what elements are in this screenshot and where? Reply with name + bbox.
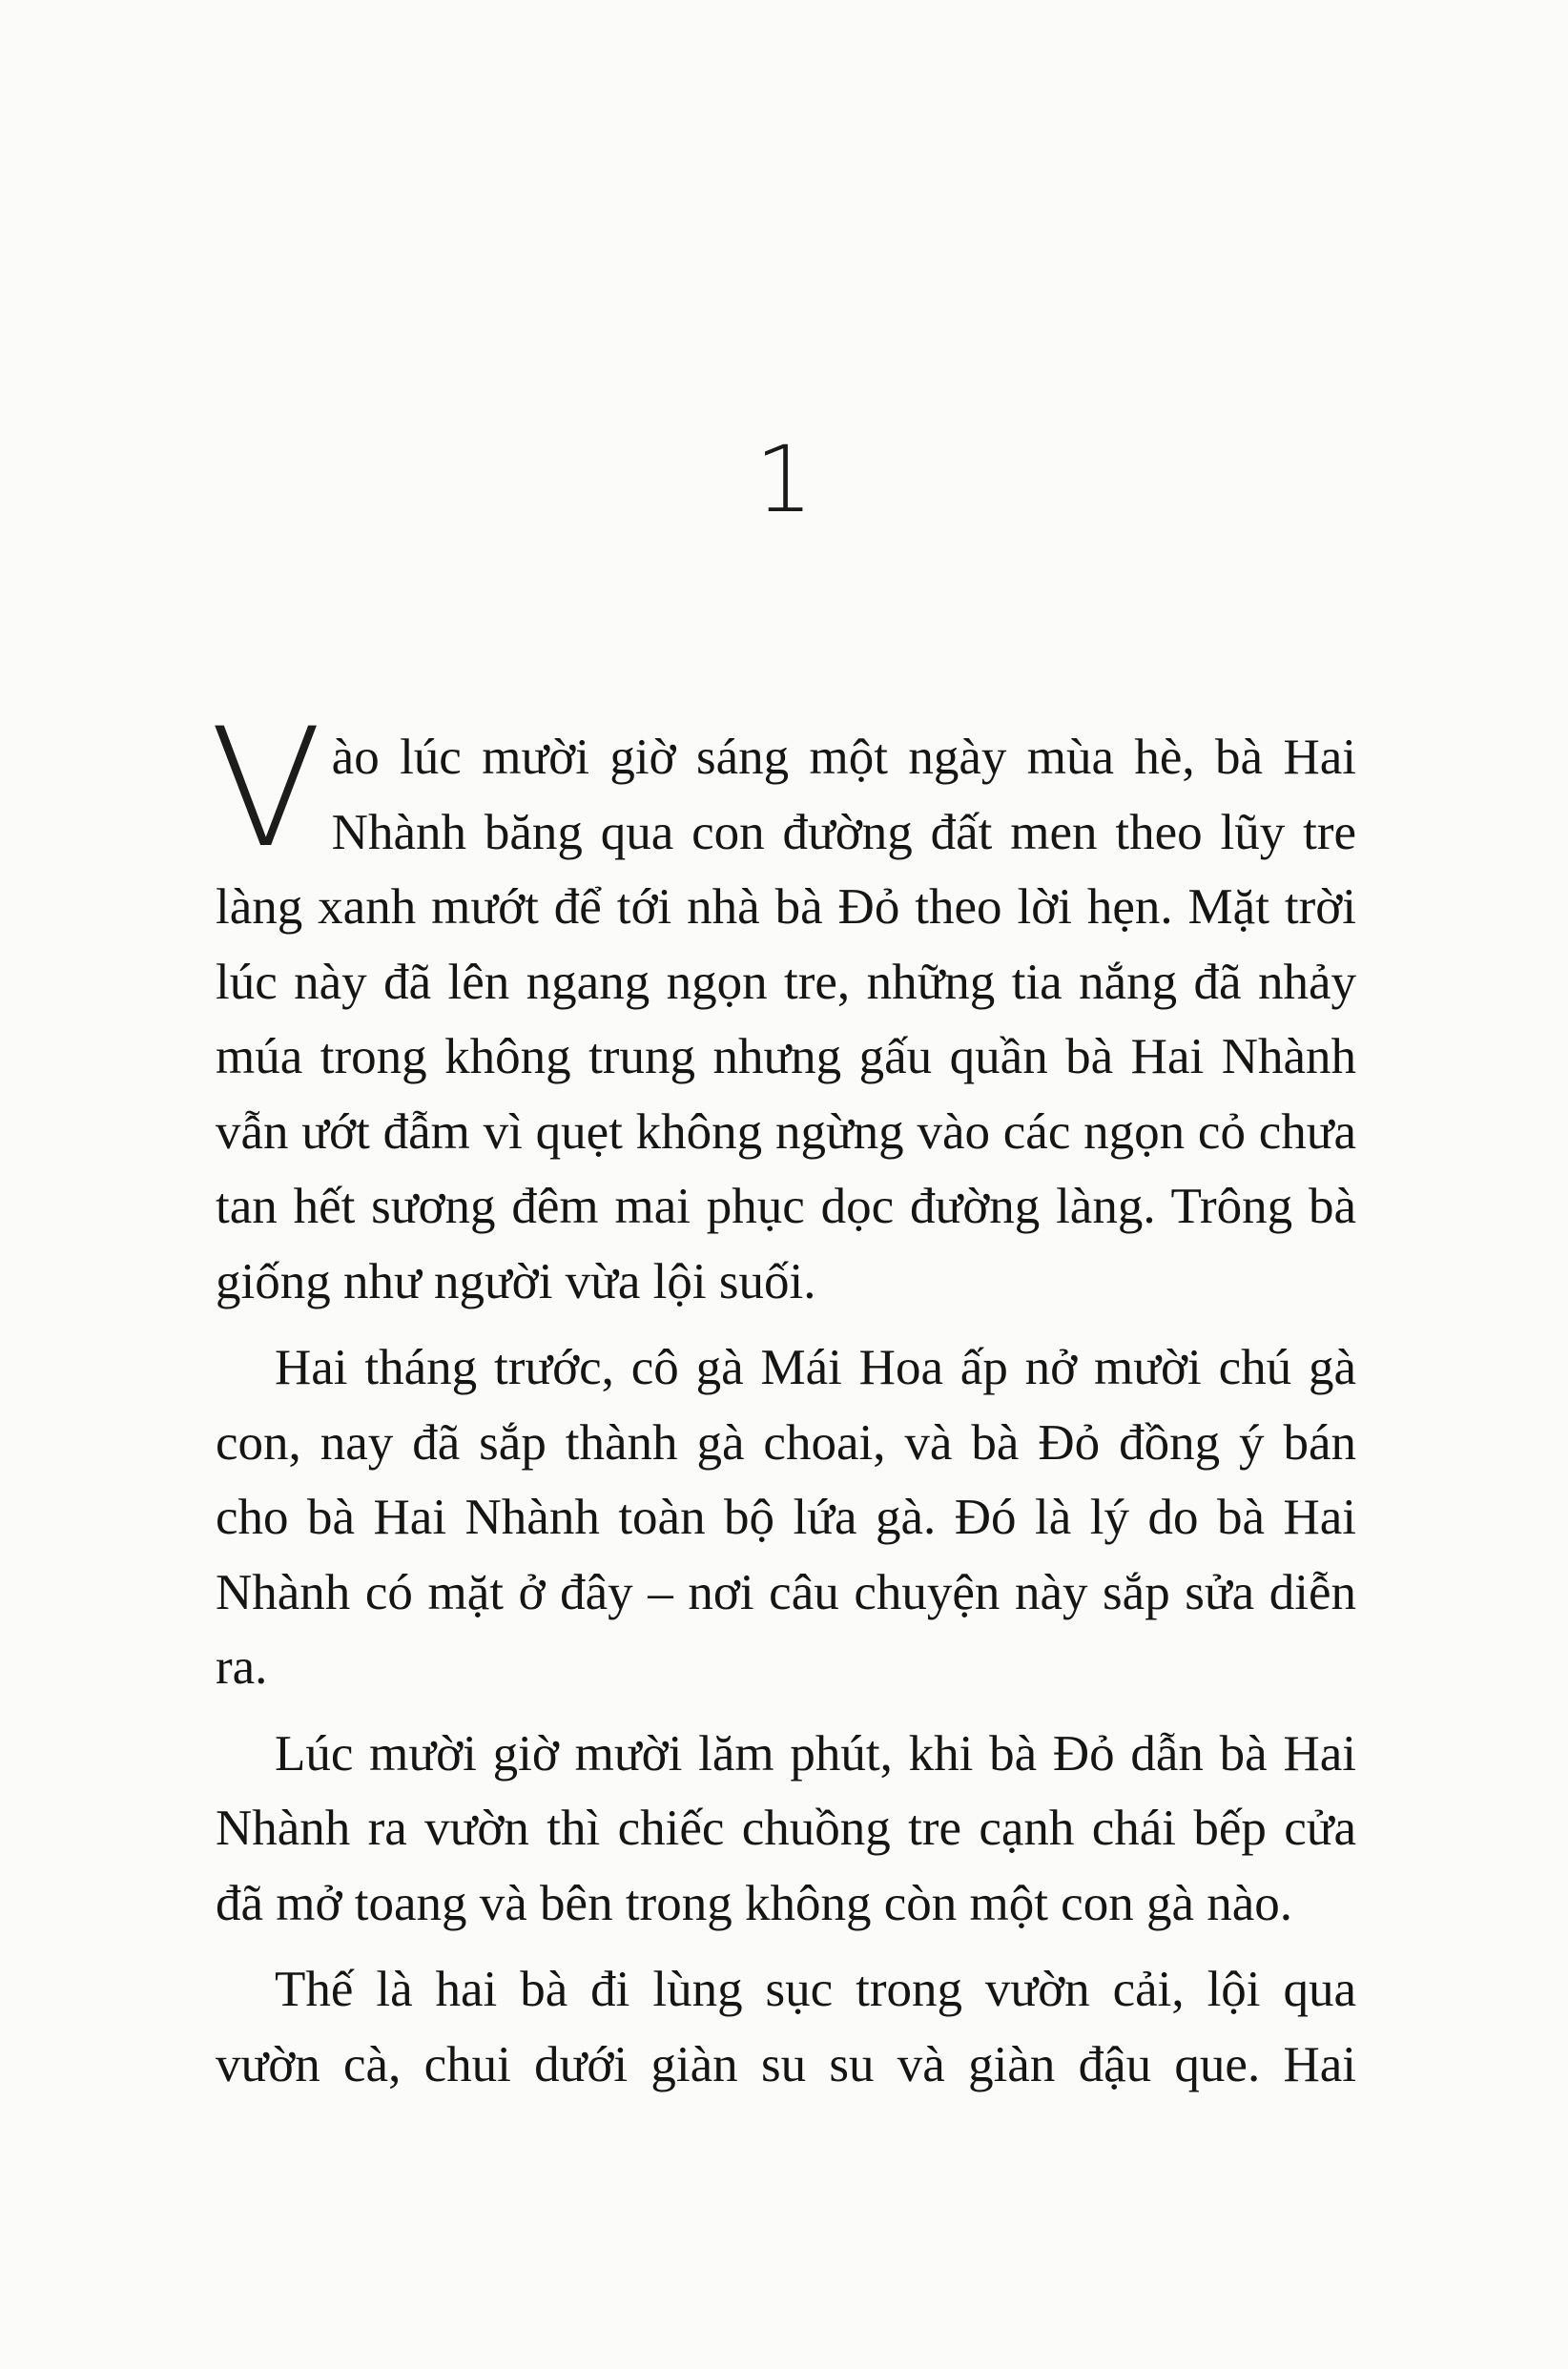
paragraph-4-text: Thế là hai bà đi lùng sục trong vườn cải, lội qua vườn cà, chui dưới giàn su su và giàn đậu que. Hai	[216, 1962, 1356, 2092]
paragraph-3-text: Lúc mười giờ mười lăm phút, khi bà Đỏ dẫn bà Hai Nhành ra vườn thì chiếc chuồng tre cạnh chái bếp cửa đã mở toang và bên trong không còn một con gà nào.	[216, 1725, 1356, 1931]
drop-cap: V	[210, 692, 322, 884]
paragraph-3	[216, 1717, 1356, 1942]
paragraph-2	[216, 1330, 1356, 1705]
paragraph-1	[210, 692, 1356, 1319]
paragraph-2-text: Hai tháng trước, cô gà Mái Hoa ấp nở mười chú gà con, nay đã sắp thành gà choai, và bà Đỏ đồng ý bán cho bà Hai Nhành toàn bộ lứa gà. Đó là lý do bà Hai Nhành có mặt ở đây – nơi câu chuyện này sắp sửa diễn ra.	[216, 1340, 1356, 1695]
paragraph-4	[216, 1952, 1356, 2102]
chapter-number: 1	[754, 426, 814, 533]
body-text	[210, 692, 1356, 2113]
paragraph-1-text: ào lúc mười giờ sáng một ngày mùa hè, bà Hai Nhành băng qua con đường đất men theo lũy tre làng xanh mướt để tới nhà bà Đỏ theo lời hẹn. Mặt trời lúc này đã lên ngang ngọn tre, những tia nắng đã nhảy múa trong không trung nhưng gấu quần bà Hai Nhành vẫn ướt đẫm vì quẹt không ngừng vào các ngọn cỏ chưa tan hết sương đêm mai phục dọc đường làng. Trông bà giống như người vừa lội suối.	[216, 730, 1356, 1309]
